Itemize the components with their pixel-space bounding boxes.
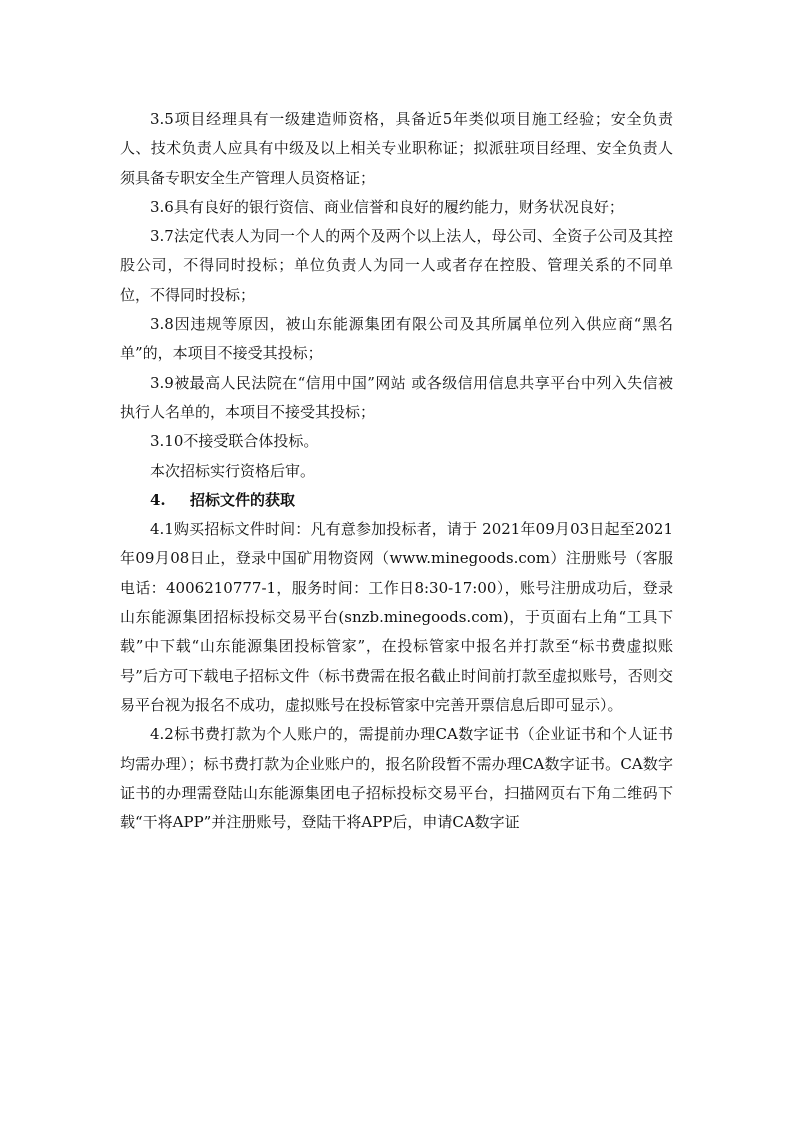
- clause-3-5: 3.5项目经理具有一级建造师资格，具备近5年类似项目施工经验；安全负责人、技术负责人应具有中级及以上相关专业职称证；拟派驻项目经理、安全负责人须具备专职安全生产管理人员资格证；: [120, 110, 673, 187]
- clause-4-1: 4.1购买招标文件时间：凡有意参加投标者，请于 2021年09月03日起至2021年09月08日止，登录中国矿用物资网（www.minegoods.com）注册账号（客服电话：4006210777-1，服务时间：工作日8:30-17:00），账号注册成功后，登录山东能源集团招标投标交易平台(snzb.minegoods.com)，于页面右上角“工具下载”中下载“山东能源集团投标管家”，在投标管家中报名并打款至“标书费虚拟账号”后方可下载电子招标文件（标书费需在报名截止时间前打款至虚拟账号，否则交易平台视为报名不成功，虚拟账号在投标管家中完善开票信息后即可显示）。: [120, 520, 673, 714]
- clause-4-2: 4.2标书费打款为个人账户的，需提前办理CA数字证书（企业证书和个人证书均需办理）；标书费打款为企业账户的，报名阶段暂不需办理CA数字证书。CA数字证书的办理需登陆山东能源集团电子招标投标交易平台，扫描网页右下角二维码下载“干将APP”并注册账号，登陆干将APP后，申请CA数字证: [120, 725, 673, 832]
- qualification-review-note: 本次招标实行资格后审。: [150, 461, 316, 480]
- clause-3-9: 3.9被最高人民法院在“信用中国”网站 或各级信用信息共享平台中列入失信被执行人名单的，本项目不接受其投标；: [120, 373, 673, 421]
- clause-3-8: 3.8因违规等原因，被山东能源集团有限公司及其所属单位列入供应商“黑名单”的，本项目不接受其投标；: [120, 315, 673, 363]
- clause-3-6: 3.6具有良好的银行资信、商业信誉和良好的履约能力，财务状况良好；: [150, 197, 624, 216]
- section-4-heading: [120, 486, 673, 515]
- section-4-title: 招标文件的获取: [190, 490, 296, 509]
- clause-3-10: 3.10不接受联合体投标。: [150, 432, 319, 451]
- clause-3-7: 3.7法定代表人为同一个人的两个及两个以上法人，母公司、全资子公司及其控股公司，不得同时投标；单位负责人为同一人或者存在控股、管理关系的不同单位，不得同时投标；: [120, 227, 673, 304]
- section-4-number: 4.: [150, 490, 166, 509]
